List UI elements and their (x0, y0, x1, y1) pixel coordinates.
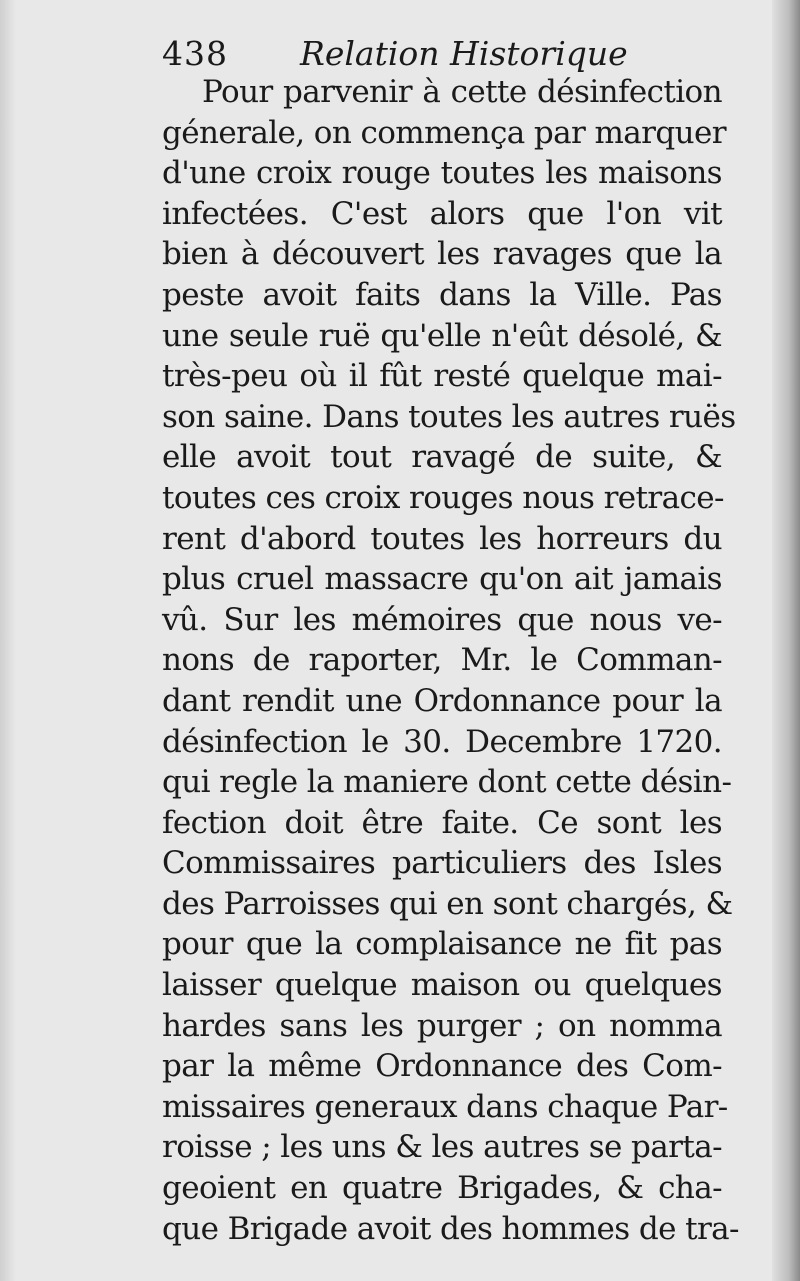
text-line: une seule ruë qu'elle n'eût désolé, & (162, 317, 722, 354)
text-line: très-peu où il fût resté quelque mai- (162, 358, 722, 395)
text-line: par la même Ordonnance des Com- (162, 1048, 722, 1085)
text-line: peste avoit faits dans la Ville. Pas (162, 276, 722, 313)
text-line: d'une croix rouge toutes les maisons (162, 155, 722, 192)
text-line: vû. Sur les mémoires que nous ve- (162, 601, 722, 638)
text-line: elle avoit tout ravagé de suite, & (162, 439, 722, 476)
page-number: 438 (162, 34, 228, 73)
text-line: nons de raporter, Mr. le Comman- (162, 642, 722, 679)
text-line: geoient en quatre Brigades, & cha- (162, 1170, 722, 1207)
page-header (162, 30, 722, 78)
text-line: missaires generaux dans chaque Par- (162, 1088, 728, 1125)
text-line: fection doit être faite. Ce sont les (162, 804, 722, 841)
text-line: génerale, on commença par marquer (162, 114, 726, 151)
text-line: des Parroisses qui en sont chargés, & (162, 885, 733, 922)
text-line: hardes sans les purger ; on nomma (162, 1007, 722, 1044)
text-line: son saine. Dans toutes les autres ruës (162, 398, 736, 435)
text-line: pour que la complaisance ne fit pas (162, 926, 722, 963)
text-line: plus cruel massacre qu'on ait jamais (162, 561, 722, 598)
running-title: Relation Historique (300, 34, 628, 73)
text-line: bien à découvert les ravages que la (162, 236, 722, 273)
body-text (162, 72, 739, 1249)
text-line: Pour parvenir à cette désinfection (202, 74, 722, 110)
text-line: que Brigade avoit des hommes de tra- (162, 1210, 739, 1247)
text-line: laisser quelque maison ou quelques (162, 967, 722, 1004)
text-line: rent d'abord toutes les horreurs du (162, 520, 722, 557)
text-line: dant rendit une Ordonnance pour la (162, 682, 722, 719)
text-line: toutes ces croix rouges nous retrace- (162, 479, 724, 516)
text-line: roisse ; les uns & les autres se parta- (162, 1129, 722, 1166)
text-line: Commissaires particuliers des Isles (162, 845, 722, 882)
text-line: infectées. C'est alors que l'on vit (162, 195, 722, 232)
text-line: désinfection le 30. Decembre 1720. (162, 723, 722, 760)
text-line: qui regle la maniere dont cette désin- (162, 764, 732, 801)
